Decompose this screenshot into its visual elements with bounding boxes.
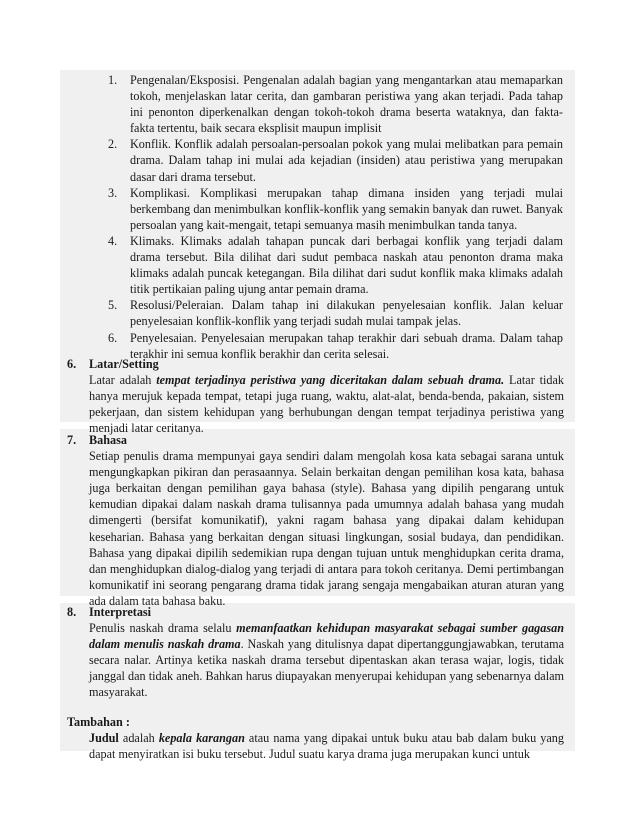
list-item-text: Pengenalan adalah bagian yang mengantarkan atau memaparkan tokoh, menjelaskan latar cerita, dan gambaran peristiwa yang akan terjadi. Pada tahap ini penonton diperkenalkan dengan tokoh-tokoh drama beserta wataknya, dan fakta-fakta tertentu, baik secara eksplisit maupun implisit (130, 73, 563, 136)
list-item-text: Penyelesaian merupakan tahap terakhir dari sebuah drama. Dalam tahap terakhir ini semua konflik berakhir dan cerita selesai. (130, 330, 563, 361)
paragraph-text: Latar tidak hanya merujuk kepada tempat, tetapi juga ruang, waktu, alat-alat, benda-benda, pakaian, sistem pekerjaan, dan sistem kehidupan yang berhubungan dengan tempat terjadinya peristiwa yang menjadi latar ceritanya. (89, 373, 565, 436)
plot-stages-list (108, 72, 563, 362)
list-item-number: 2. (108, 137, 118, 152)
list-item-number: 6. (108, 330, 118, 345)
section-title: Latar/Setting (89, 357, 159, 371)
section-paragraph (89, 372, 564, 436)
list-item-lead: Pengenalan/Eksposisi. (130, 73, 240, 87)
paragraph-text: . Naskah yang ditulisnya dapat dipertanggungjawabkan, terutama secara nalar. Artinya ketika naskah drama tersebut dipentaskan akan terasa wajar, logis, tidak janggal dan tidak aneh. Bahkan harus diupayakan menyerupai kehidupan yang sebenarnya dalam masyarakat. (89, 637, 564, 700)
paragraph-text: adalah (118, 730, 159, 745)
emphasis-text: tempat terjadinya peristiwa yang diceritakan dalam sebuah drama. (156, 373, 505, 388)
section-number: 7. (67, 433, 77, 447)
section-bahasa (67, 432, 564, 609)
emphasis-text: kepala karangan (158, 730, 245, 745)
list-item-lead: Penyelesaian. (130, 330, 197, 345)
list-item (108, 136, 563, 184)
section-heading (67, 604, 564, 620)
paragraph-text: Penulis naskah drama selalu (89, 621, 237, 636)
emphasis-text: memanfaatkan kehidupan masyarakat sebagai sumber gagasan dalam menulis naskah drama (89, 621, 564, 652)
section-latar-setting (67, 356, 564, 436)
list-item (108, 297, 563, 329)
list-item-lead: Konflik. (130, 137, 171, 152)
list-item (108, 233, 563, 297)
list-item-text: Komplikasi merupakan tahap dimana insiden yang terjadi mulai berkembang dan menimbulkan konflik-konflik yang semakin banyak dan ruwet. Banyak persoalan yang kait-mengait, tetapi semuanya masih menimbulkan tanda tanya. (130, 185, 563, 232)
list-item-lead: Klimaks. (130, 233, 175, 248)
section-heading (67, 432, 564, 448)
section-heading (67, 356, 564, 372)
list-item-text: Konflik adalah persoalan-persoalan pokok yang mulai melibatkan para pemain drama. Dalam tahap ini mulai ada kejadian (insiden) atau peristiwa yang merupakan dasar dari drama tersebut. (130, 137, 563, 184)
section-interpretasi (67, 604, 564, 762)
judul-term: Judul (89, 730, 119, 745)
section-number: 6. (67, 357, 77, 371)
list-item-text: Klimaks adalah tahapan puncak dari berbagai konflik yang terjadi dalam drama tersebut. Bila dilihat dari sudut pembaca naskah atau penonton drama maka klimaks adalah puncak ketegangan. Bila dilihat dari sudut konflik maka klimaks adalah titik pertikaian paling ujung antar pemain drama. (130, 233, 563, 297)
judul-paragraph (89, 730, 564, 762)
list-item-lead: Resolusi/Peleraian. (130, 298, 224, 313)
section-number: 8. (67, 605, 77, 619)
list-item-number: 3. (108, 185, 118, 200)
section-title: Bahasa (89, 433, 127, 447)
list-item-text: Dalam tahap ini dilakukan penyelesaian konflik. Jalan keluar penyelesaian konflik-konflik yang terjadi sudah mulai tampak jelas. (130, 298, 563, 329)
paragraph-text: atau nama yang dipakai untuk buku atau bab dalam buku yang dapat menyiratkan isi buku tersebut. Judul suatu karya drama juga merupakan kunci untuk (89, 730, 564, 761)
list-item (108, 185, 563, 233)
list-item-number: 5. (108, 298, 118, 313)
paragraph-text: Latar adalah (89, 373, 157, 388)
tambahan-heading: Tambahan : (67, 714, 130, 729)
list-item-number: 1. (108, 73, 118, 87)
list-item-number: 4. (108, 233, 118, 248)
section-paragraph (89, 620, 564, 700)
list-item (108, 72, 563, 136)
section-title: Interpretasi (89, 605, 152, 619)
list-item-lead: Komplikasi. (130, 185, 190, 200)
section-paragraph: Setiap penulis drama mempunyai gaya sendiri dalam mengolah kosa kata sebagai sarana untuk mengungkapkan pikiran dan perasaannya. Selain berkaitan dengan pemilihan kosa kata, bahasa juga berkaitan dengan pemilihan gaya bahasa (style). Bahasa yang dipilih pengarang untuk kemudian dipakai dalam naskah drama tulisannya pada umumnya adalah bahasa yang mudah dimengerti (bersifat komunikatif), yakni ragam bahasa yang dipakai dalam kehidupan keseharian. Bahasa yang berkaitan dengan situasi lingkungan, sosial budaya, dan pendidikan. Bahasa yang dipakai dipilih sedemikian rupa dengan tujuan untuk menghidupkan cerita drama, dan menghidupkan dialog-dialog yang terjadi di antara para tokoh ceritanya. Demi pertimbangan komunikatif ini seorang pengarang drama tidak jarang sengaja mengabaikan aturan aturan yang ada dalam tata bahasa baku. (89, 449, 564, 608)
